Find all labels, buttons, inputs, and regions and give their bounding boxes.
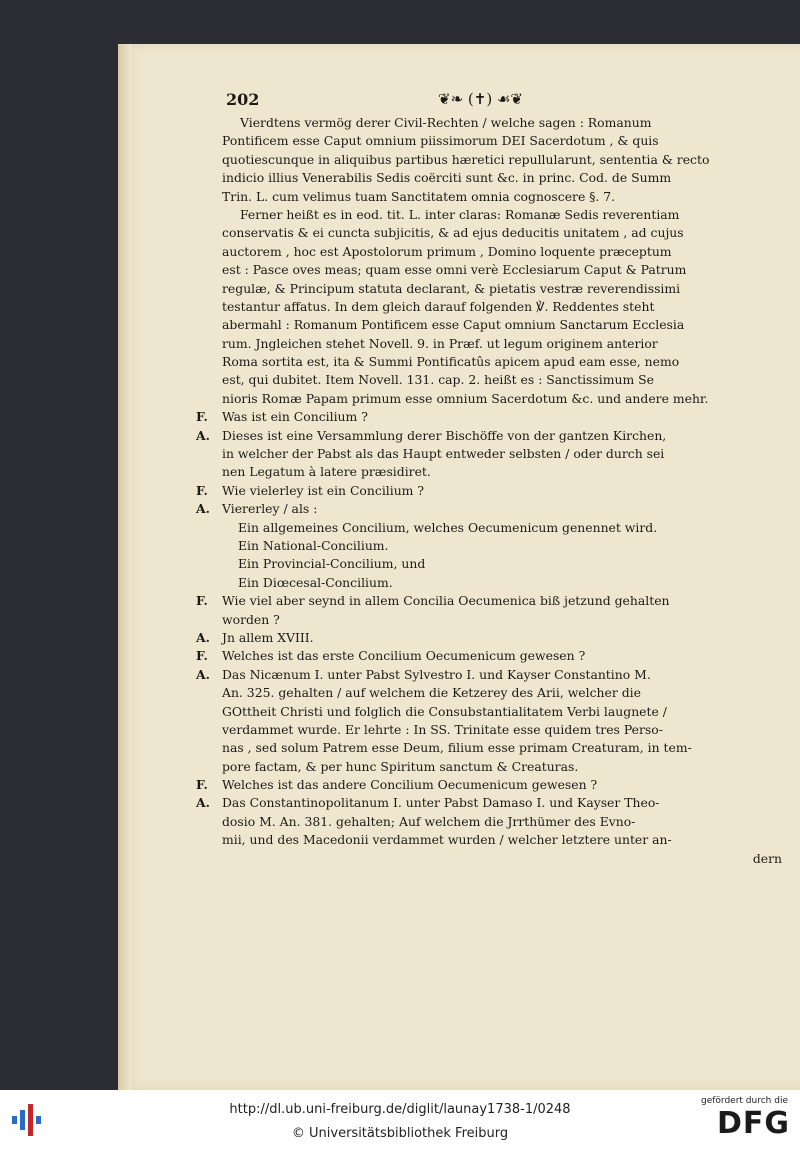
text-line: quotiescunque in aliquibus partibus hæretici repullularunt, sententia & recto (222, 151, 710, 167)
qa-line (196, 592, 800, 610)
text-line: Trin. L. cum velimus tuam Sanctitatem omnia cognoscere §. 7. (222, 188, 616, 204)
header-ornament: ❦❧ (✝) ☙❦ (438, 90, 523, 108)
qa-line (222, 739, 800, 757)
qa-text: worden ? (222, 611, 280, 627)
text-line: testantur affatus. In dem gleich darauf folgenden ℣. Reddentes steht (222, 298, 655, 314)
qa-text: Viererley / als : (222, 501, 318, 517)
qa-text: nas , sed solum Patrem esse Deum, filium esse primam Creaturam, in tem- (222, 740, 692, 756)
text-line: Roma sortita est, ita & Summi Pontificatûs apicem apud eam esse, nemo (222, 354, 680, 370)
qa-line (196, 500, 800, 518)
qa-line (222, 850, 782, 868)
qa-text: pore factam, & per hunc Spiritum sanctum & Creaturas. (222, 758, 579, 774)
text-line: nioris Romæ Papam primum esse omnium Sacerdotum &c. und andere mehr. (222, 390, 709, 406)
qa-text: mii, und des Macedonii verdammet wurden / welcher letztere unter an- (222, 832, 672, 848)
qa-text: Dieses ist eine Versammlung derer Bischöffe von der gantzen Kirchen, (222, 427, 667, 443)
source-url[interactable]: http://dl.ub.uni-freiburg.de/diglit/launay1738-1/0248 (229, 1102, 571, 1117)
qa-line (222, 758, 800, 776)
qa-marker: F. (196, 409, 208, 425)
qa-line (196, 408, 800, 426)
text-line: est : Pasce oves meas; quam esse omni verè Ecclesiarum Caput & Patrum (222, 262, 687, 278)
qa-line (222, 519, 800, 537)
dfg-caption: gefördert durch die (701, 1096, 788, 1106)
qa-line (222, 537, 800, 555)
dfg-logo: DFG (716, 1106, 790, 1141)
qa-text: Das Nicænum I. unter Pabst Sylvestro I. und Kayser Constantino M. (222, 666, 651, 682)
qa-text: Welches ist das erste Concilium Oecumenicum gewesen ? (222, 648, 586, 664)
qa-line (222, 555, 800, 573)
qa-line (222, 831, 800, 849)
qa-line (222, 463, 800, 481)
document-page (118, 44, 800, 1090)
qa-text: Das Constantinopolitanum I. unter Pabst Damaso I. und Kayser Theo- (222, 795, 660, 811)
qa-line (196, 629, 800, 647)
qa-line (222, 684, 800, 702)
paragraph-block (222, 114, 800, 408)
qa-line (196, 647, 800, 665)
page-number: 202 (226, 90, 260, 109)
qa-text: Ein Diœcesal-Concilium. (238, 574, 393, 590)
text-line: Pontificem esse Caput omnium piissimorum DEI Sacerdotum , & quis (222, 133, 659, 149)
qa-marker: A. (196, 666, 210, 682)
text-line: Vierdtens vermög derer Civil-Rechten / welche sagen : Romanum (240, 115, 652, 130)
qa-text: verdammet wurde. Er lehrte : In SS. Trinitate esse quidem tres Perso- (222, 721, 663, 737)
qa-line (222, 703, 800, 721)
qa-text: An. 325. gehalten / auf welchem die Ketzerey des Arii, welcher die (222, 685, 641, 701)
qa-text: Welches ist das andere Concilium Oecumenicum gewesen ? (222, 777, 598, 793)
qa-marker: A. (196, 795, 210, 811)
text-line: est, qui dubitet. Item Novell. 131. cap. 2. heißt es : Sanctissimum Se (222, 372, 654, 388)
qa-line (196, 794, 800, 812)
qa-text: dosio M. An. 381. gehalten; Auf welchem die Jrrthümer des Evno- (222, 813, 636, 829)
text-line: Ferner heißt es in eod. tit. L. inter claras: Romanæ Sedis reverentiam (240, 206, 680, 222)
qa-text: Wie vielerley ist ein Concilium ? (222, 482, 425, 498)
qa-text: Ein Provincial-Concilium, und (238, 556, 426, 572)
qa-marker: F. (196, 482, 208, 498)
qa-line (196, 666, 800, 684)
body-text (196, 114, 800, 868)
qa-text: in welcher der Pabst als das Haupt entweder selbsten / oder durch sei (222, 446, 665, 462)
qa-text: Jn allem XVIII. (222, 629, 314, 645)
qa-line (196, 427, 800, 445)
qa-text: Ein allgemeines Concilium, welches Oecumenicum genennet wird. (238, 519, 658, 535)
qa-line (222, 445, 800, 463)
qa-marker: A. (196, 501, 210, 517)
qa-marker: F. (196, 593, 208, 609)
qa-text: nen Legatum à latere præsidiret. (222, 464, 431, 480)
qa-line (196, 776, 800, 794)
text-line: auctorem , hoc est Apostolorum primum , Domino loquente præceptum (222, 243, 672, 259)
qa-marker: A. (196, 427, 210, 443)
qa-marker: F. (196, 648, 208, 664)
question-answer-block (196, 408, 800, 868)
footer-bar (0, 1090, 800, 1149)
qa-text: dern (752, 850, 782, 866)
qa-text: Wie viel aber seynd in allem Concilia Oecumenica biß jetzund gehalten (222, 593, 670, 609)
copyright-notice: © Universitätsbibliothek Freiburg (291, 1126, 509, 1141)
qa-line (222, 611, 800, 629)
text-line: rum. Jngleichen stehet Novell. 9. in Præf. ut legum originem anterior (222, 335, 658, 351)
qa-line (222, 721, 800, 739)
text-line: conservatis & ei cuncta subjicitis, & ad ejus deducitis unitatem , ad cujus (222, 225, 684, 241)
qa-text: Was ist ein Concilium ? (222, 409, 368, 425)
text-line: regulæ, & Principum statuta declarant, & pietatis vestræ reverendissimi (222, 280, 681, 296)
text-line: abermahl : Romanum Pontificem esse Caput omnium Sanctarum Ecclesia (222, 317, 685, 333)
qa-line (222, 574, 800, 592)
qa-text: Ein National-Concilium. (238, 537, 389, 553)
qa-line (196, 482, 800, 500)
qa-text: GOttheit Christi und folglich die Consubstantialitatem Verbi laugnete / (222, 703, 667, 719)
qa-line (222, 813, 800, 831)
text-line: indicio illius Venerabilis Sedis coërciti sunt &c. in princ. Cod. de Summ (222, 170, 672, 186)
qa-marker: A. (196, 629, 210, 645)
qa-marker: F. (196, 777, 208, 793)
